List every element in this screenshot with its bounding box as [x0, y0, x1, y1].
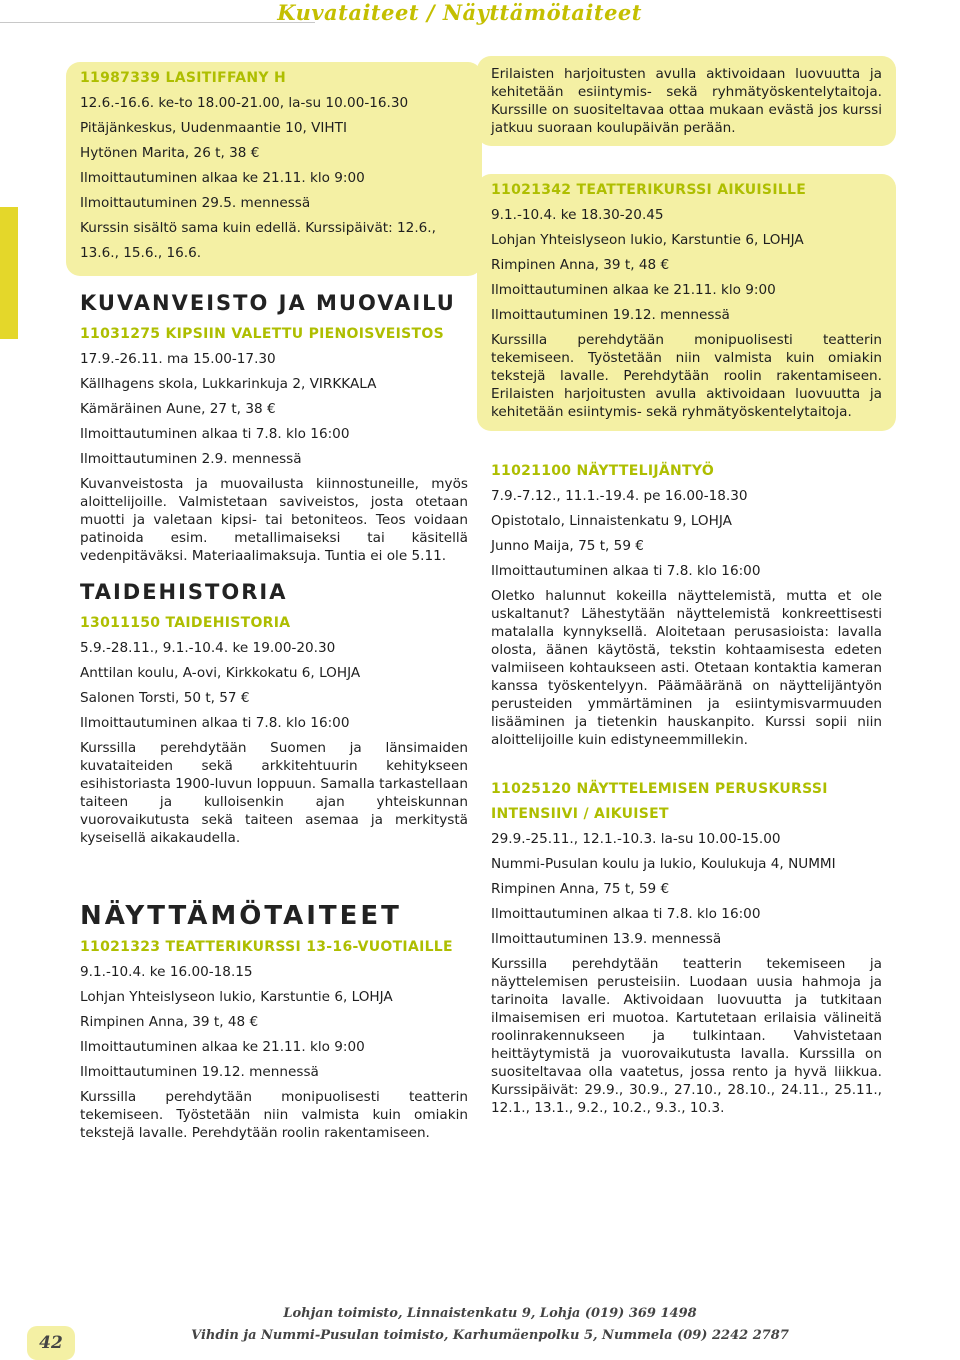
spacer	[491, 146, 882, 174]
left-column	[80, 62, 468, 1142]
course-description-line: 13.6., 15.6., 16.6.	[80, 245, 202, 261]
course-teacher: Rimpinen Anna, 39 t, 48 €	[80, 1010, 468, 1035]
right-column	[491, 60, 882, 1117]
course-place: Källhagens skola, Lukkarinkuja 2, VIRKKALA	[80, 376, 377, 392]
page-number: 42	[27, 1326, 75, 1360]
course-place: Opistotalo, Linnaistenkatu 9, LOHJA	[491, 513, 732, 529]
course-place: Anttilan koulu, A-ovi, Kirkkokatu 6, LOHJA	[80, 665, 361, 681]
course-date: 7.9.-7.12., 11.1.-19.4. pe 16.00-18.30	[491, 488, 748, 504]
section-title-kuvanveisto: KUVANVEISTO JA MUOVAILU	[80, 291, 456, 315]
course-title: 11025120 NÄYTTELEMISEN PERUSKURSSI	[491, 781, 828, 797]
course-title: 11987339 LASITIFFANY H	[80, 70, 287, 86]
course-title: 13011150 TAIDEHISTORIA	[80, 615, 291, 631]
office-lohja: Lohjan toimisto, Linnaistenkatu 9, Lohja (019) 369 1498	[283, 1306, 697, 1321]
spacer	[491, 431, 882, 459]
course-title-line-2: INTENSIIVI / AIKUISET	[491, 806, 669, 822]
enroll-start: Ilmoittautuminen alkaa ke 21.11. klo 9:00	[80, 1039, 365, 1055]
page-header	[0, 0, 960, 30]
course-teacher: Junno Maija, 75 t, 59 €	[491, 534, 882, 559]
office-vihti-nummi-pusula: Vihdin ja Nummi-Pusulan toimisto, Karhumäenpolku 5, Nummela (09) 2242 2787	[191, 1328, 789, 1343]
course-teacher: Rimpinen Anna, 39 t, 48 €	[491, 253, 882, 278]
continued-description: Erilaisten harjoitusten avulla aktivoidaan luovuutta ja kehitetään esiintymis- sekä ryhmätyöskentelytaitoja. Kurssille on suositeltavaa ottaa mukaan evästä jos kurssi jatkuu suoraan koulupäivän perään.	[491, 66, 882, 136]
enroll-start: Ilmoittautuminen alkaa ke 21.11. klo 9:00	[491, 282, 776, 298]
course-place: Lohjan Yhteislyseon lukio, Karstuntie 6, LOHJA	[80, 989, 393, 1005]
enroll-start: Ilmoittautuminen alkaa ti 7.8. klo 16:00	[80, 426, 350, 442]
course-place: Lohjan Yhteislyseon lukio, Karstuntie 6, LOHJA	[491, 232, 804, 248]
course-date: 17.9.-26.11. ma 15.00-17.30	[80, 351, 276, 367]
course-title: 11021342 TEATTERIKURSSI AIKUISILLE	[491, 182, 807, 198]
header-rule	[0, 22, 315, 23]
course-teacher: Salonen Torsti, 50 t, 57 €	[80, 686, 468, 711]
section-title-nayttamotaiteet: NÄYTTÄMÖTAITEET	[80, 901, 402, 931]
highlight-box-lasitiffany	[66, 62, 482, 276]
enroll-start: Ilmoittautuminen alkaa ti 7.8. klo 16:00	[80, 715, 350, 731]
enroll-deadline: Ilmoittautuminen 29.5. mennessä	[80, 195, 311, 211]
enroll-deadline: Ilmoittautuminen 19.12. mennessä	[80, 1064, 319, 1080]
course-title: 11021323 TEATTERIKURSSI 13-16-VUOTIAILLE	[80, 939, 453, 955]
enroll-deadline: Ilmoittautuminen 13.9. mennessä	[491, 931, 722, 947]
enroll-deadline: Ilmoittautuminen 2.9. mennessä	[80, 451, 302, 467]
course-date: 12.6.-16.6. ke-to 18.00-21.00, la-su 10.00-16.30	[80, 95, 409, 111]
enroll-deadline: Ilmoittautuminen 19.12. mennessä	[491, 307, 730, 323]
course-place: Pitäjänkeskus, Uudenmaantie 10, VIHTI	[80, 120, 347, 136]
spacer	[491, 749, 882, 777]
course-date: 29.9.-25.11., 12.1.-10.3. la-su 10.00-15.00	[491, 831, 781, 847]
course-description-line: Kurssin sisältö sama kuin edellä. Kurssipäivät: 12.6.,	[80, 220, 436, 236]
enroll-start: Ilmoittautuminen alkaa ke 21.11. klo 9:00	[80, 170, 365, 186]
course-date: 9.1.-10.4. ke 16.00-18.15	[80, 964, 253, 980]
side-accent-bar	[0, 207, 18, 339]
section-title-taidehistoria: TAIDEHISTORIA	[80, 580, 288, 604]
enroll-start: Ilmoittautuminen alkaa ti 7.8. klo 16:00	[491, 906, 761, 922]
course-description: Kurssilla perehdytään teatterin tekemiseen ja näyttelemisen perusteisiin. Luodaan uusia hahmoja ja tarinoita lavalle. Aktivoidaan luovuutta ja tutkitaan ilmaisemisen eri muotoa. Kartutetaan erilaisia välineitä roolinrakennukseen ja tulkintaan. Vahvistetaan heittäytymistä ja vuorovaikutusta lavalla. Kurssilla on suositeltavaa olla vaatetus, jossa rento ja hyvä liikkua. Kurssipäivät: 29.9., 30.9., 27.10., 28.10., 24.11., 25.11., 12.1., 13.1., 9.2., 10.2., 9.3., 10.3.	[491, 956, 882, 1116]
course-title: 11031275 KIPSIIN VALETTU PIENOISVEISTOS	[80, 326, 444, 342]
course-description: Kuvanveistosta ja muovailusta kiinnostuneille, myös aloittelijoille. Valmistetaan saviveistos, josta otetaan muotti ja valetaan kipsi- tai betoniteos. Teos voidaan patinoida esim. metallimaiseksi tai käsitellä vedenpitäväksi. Materiaalimaksuja. Tuntia ei ole 5.11.	[80, 476, 468, 564]
enroll-start: Ilmoittautuminen alkaa ti 7.8. klo 16:00	[491, 563, 761, 579]
highlight-box-continued	[477, 56, 896, 146]
course-teacher: Hytönen Marita, 26 t, 38 €	[80, 141, 468, 166]
course-description: Oletko halunnut kokeilla näyttelemistä, mutta et ole uskaltanut? Lähestytään näyttelemistä konkreettisesti matalalla kynnyksellä. Aloitetaan perusasioista: lavalla olosta, äänen käytöstä, tekstin kohtaamisesta edeten valmiiseen kohtaukseen asti. Otetaan kontaktia kameran kanssa työskentelyyn. Päämääränä on näyttelijäntyön perusteiden ymmärtäminen ja esiintymisvarmuuden lisääminen ja tietenkin hauskanpito. Kurssi sopii niin aloittelijoille kuin edistyneemmillekin.	[491, 588, 882, 748]
course-description: Kurssilla perehdytään monipuolisesti teatterin tekemiseen. Työstetään niin valmista kuin omiakin tekstejä lavalle. Perehdytään roolin rakentamiseen. Erilaisten harjoitusten avulla aktivoidaan luovuutta ja kehitetään esiintymis- sekä ryhmätyöskentelytaitoja.	[491, 332, 882, 420]
course-description: Kurssilla perehdytään Suomen ja länsimaiden kuvataiteiden sekä arkkitehtuurin kehitykseen esihistoriasta 1900-luvun loppuun. Samalla tarkastellaan taiteen ja kulloisenkin ajan yhteiskunnan vuorovaikutusta sekä taiteen asemaa ja merkitystä kyseisellä aikakaudella.	[80, 740, 468, 846]
course-place: Nummi-Pusulan koulu ja lukio, Koulukuja 4, NUMMI	[491, 856, 836, 872]
course-teacher: Kämäräinen Aune, 27 t, 38 €	[80, 397, 468, 422]
header-title: Kuvataiteet / Näyttämötaiteet	[277, 0, 642, 25]
course-date: 5.9.-28.11., 9.1.-10.4. ke 19.00-20.30	[80, 640, 336, 656]
course-date: 9.1.-10.4. ke 18.30-20.45	[491, 207, 664, 223]
course-title: 11021100 NÄYTTELIJÄNTYÖ	[491, 463, 715, 479]
highlight-box-teatterikurssi-aikuisille	[477, 174, 896, 431]
course-description: Kurssilla perehdytään monipuolisesti teatterin tekemiseen. Työstetään niin valmista kuin omiakin tekstejä lavalle. Perehdytään roolin rakentamiseen.	[80, 1089, 468, 1141]
course-teacher: Rimpinen Anna, 75 t, 59 €	[491, 877, 882, 902]
